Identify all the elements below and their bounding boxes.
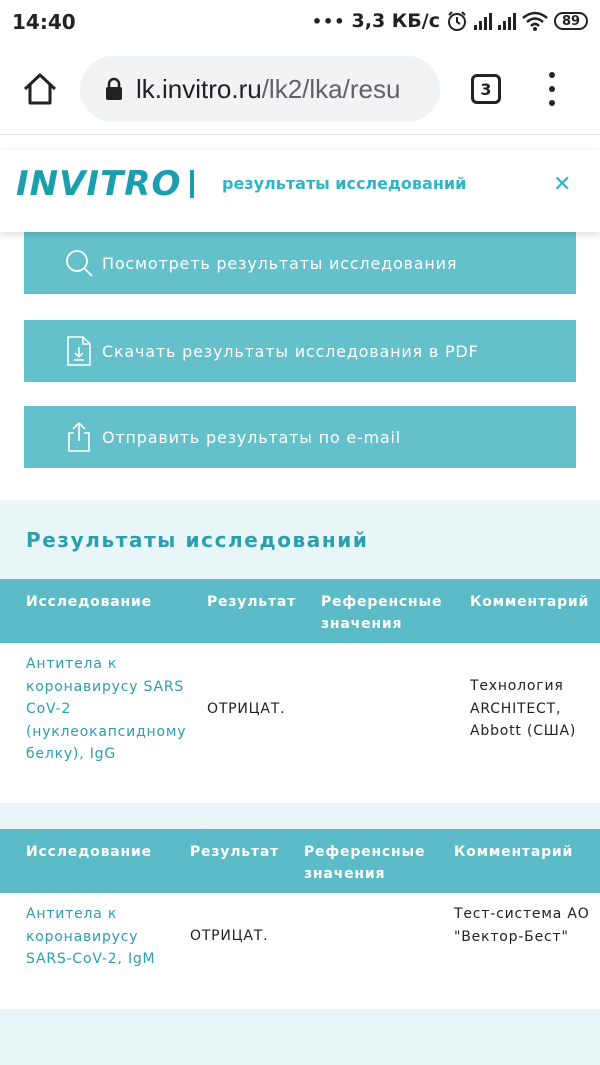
header-test: Исследование	[26, 594, 152, 610]
browser-toolbar	[0, 42, 600, 135]
tab-switcher-button[interactable]: 3	[471, 74, 501, 104]
header-reference: Референсные значения	[304, 844, 426, 882]
battery-icon: 89	[554, 12, 588, 30]
logo-divider	[190, 170, 194, 198]
search-icon	[64, 247, 94, 279]
cell-comment: Тест-система АО "Вектор-Бест"	[454, 906, 590, 945]
status-icons	[312, 8, 588, 34]
cell-test[interactable]: Антитела к коронавирусу SARS CoV-2 (нуклеокапсидному белку), IgG	[26, 656, 187, 762]
address-bar[interactable]	[80, 56, 440, 122]
results-table-igm	[0, 829, 600, 1009]
status-time: 14:40	[12, 10, 76, 34]
network-speed: 3,3 КБ/с	[351, 10, 440, 32]
results-title: Результаты исследований	[26, 528, 369, 552]
view-results-button[interactable]	[24, 232, 576, 294]
header-result: Результат	[207, 594, 296, 610]
status-bar	[0, 0, 600, 42]
signal-icon	[474, 12, 492, 30]
results-table-igg	[0, 579, 600, 803]
url-text[interactable]	[136, 74, 436, 105]
header-comment: Комментарий	[470, 594, 590, 610]
page-title: результаты исследований	[222, 174, 467, 193]
cell-result: ОТРИЦАТ.	[207, 701, 286, 717]
header-test: Исследование	[26, 844, 152, 860]
download-pdf-button[interactable]	[24, 320, 576, 382]
url-path: /lk2/lka/resu	[261, 73, 401, 104]
url-domain: lk.invitro.ru	[136, 73, 262, 104]
header-comment: Комментарий	[454, 844, 574, 860]
status-dots: •••	[311, 11, 346, 31]
more-menu-icon[interactable]	[546, 72, 558, 106]
send-email-label: Отправить результаты по e-mail	[102, 427, 402, 447]
alarm-icon	[446, 10, 468, 32]
send-email-button[interactable]	[24, 406, 576, 468]
pdf-download-icon	[64, 335, 94, 367]
table-header	[0, 579, 600, 643]
cell-result: ОТРИЦАТ.	[190, 928, 269, 944]
share-icon	[64, 421, 94, 453]
table-header	[0, 829, 600, 893]
header-result: Результат	[190, 844, 279, 860]
invitro-logo[interactable]: INVITRO	[16, 164, 182, 204]
signal-icon-2	[498, 12, 516, 30]
results-section	[0, 500, 600, 1065]
header-reference: Референсные значения	[321, 594, 443, 632]
cell-comment: Технология ARCHITECT, Abbott (США)	[470, 678, 577, 739]
download-pdf-label: Скачать результаты исследования в PDF	[102, 341, 479, 361]
cell-test[interactable]: Антитела к коронавирусу SARS-CoV-2, IgM	[26, 906, 156, 967]
view-results-label: Посмотреть результаты исследования	[102, 253, 458, 273]
wifi-icon	[522, 11, 548, 31]
close-button[interactable]: ✕	[553, 172, 572, 197]
lock-icon	[104, 77, 124, 101]
home-icon[interactable]	[22, 72, 58, 106]
site-header	[0, 150, 600, 232]
